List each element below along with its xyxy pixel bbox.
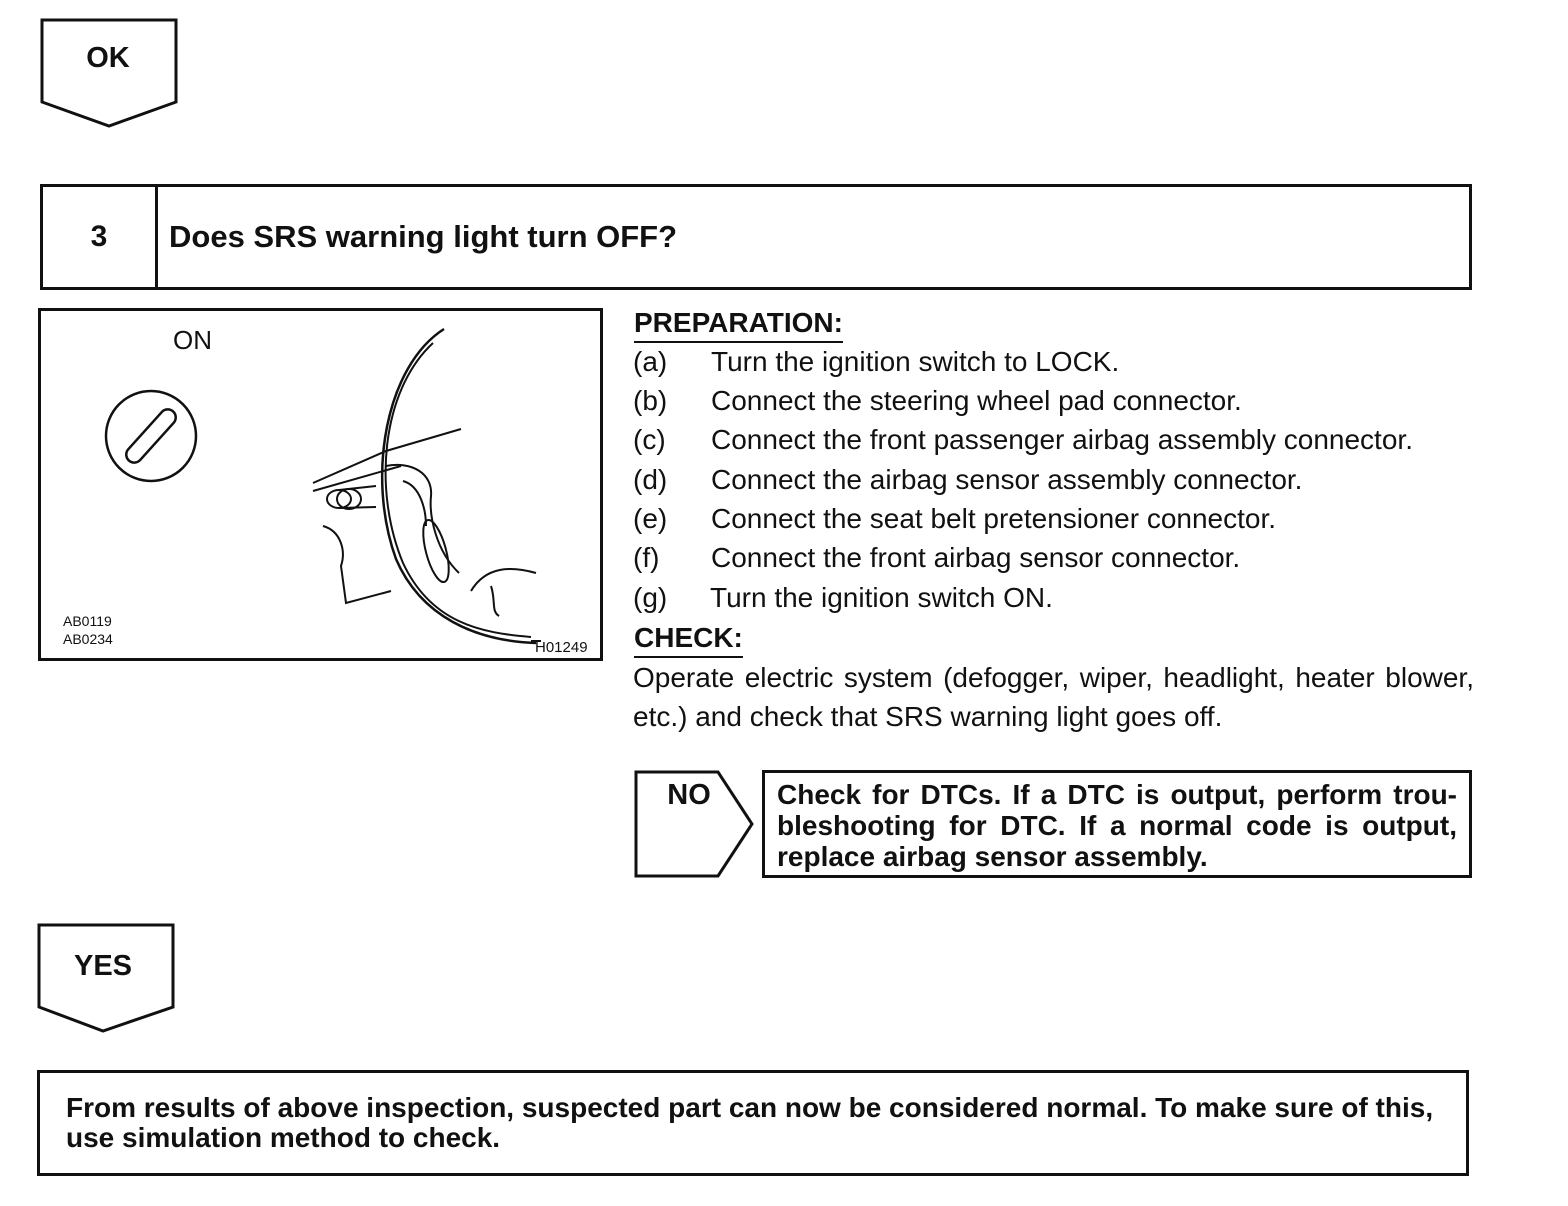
- figure-code-1: AB0119: [63, 613, 112, 629]
- prep-step-text: Turn the ignition switch to LOCK.: [711, 346, 1120, 377]
- on-label: ON: [173, 325, 212, 355]
- step-number: 3: [43, 187, 158, 287]
- prep-step-letter: (c): [633, 424, 666, 455]
- figure-code-2: AB0234: [63, 631, 113, 647]
- ignition-key-icon: [106, 391, 196, 481]
- step-header: [40, 184, 1472, 290]
- prep-step-text: Connect the front passenger airbag assembly connector.: [711, 424, 1413, 455]
- prep-step-letter: (a): [633, 346, 668, 377]
- steering-wheel-drawing: [41, 311, 600, 658]
- prep-step-letter: (b): [633, 385, 668, 416]
- yes-label: YES: [73, 950, 133, 982]
- prep-step-letter: (d): [633, 464, 668, 495]
- prep-step-letter: (g): [633, 582, 668, 613]
- prep-step-text: Connect the steering wheel pad connector.: [711, 385, 1242, 416]
- final-note: From results of above inspection, suspected part can now be considered normal. To make sure of this, use simulation method to check.: [37, 1070, 1469, 1176]
- prep-step-text: Connect the front airbag sensor connector.: [711, 542, 1241, 573]
- ok-label: OK: [86, 42, 130, 74]
- check-text: Operate electric system (defogger, wiper, headlight, heater blower, etc.) and check that SRS warning light goes off.: [633, 662, 1474, 732]
- ok-arrow-box: [40, 18, 180, 130]
- prep-step-text: Connect the seat belt pretensioner connector.: [711, 503, 1277, 534]
- check-heading: CHECK:: [634, 624, 743, 658]
- prep-step-letter: (e): [633, 503, 668, 534]
- prep-step-text: Turn the ignition switch ON.: [710, 582, 1053, 613]
- ignition-steering-illustration: [38, 308, 603, 661]
- preparation-heading: PREPARATION:: [634, 309, 843, 343]
- prep-step-text: Connect the airbag sensor assembly connector.: [711, 464, 1303, 495]
- figure-id: H01249: [535, 639, 588, 656]
- step-question: Does SRS warning light turn OFF?: [169, 219, 678, 254]
- prep-step-letter: (f): [633, 542, 660, 573]
- no-label: NO: [667, 779, 711, 811]
- no-result-box: Check for DTCs. If a DTC is output, perform trou-bleshooting for DTC. If a normal code is output, replace airbag sensor assembly.: [762, 770, 1472, 878]
